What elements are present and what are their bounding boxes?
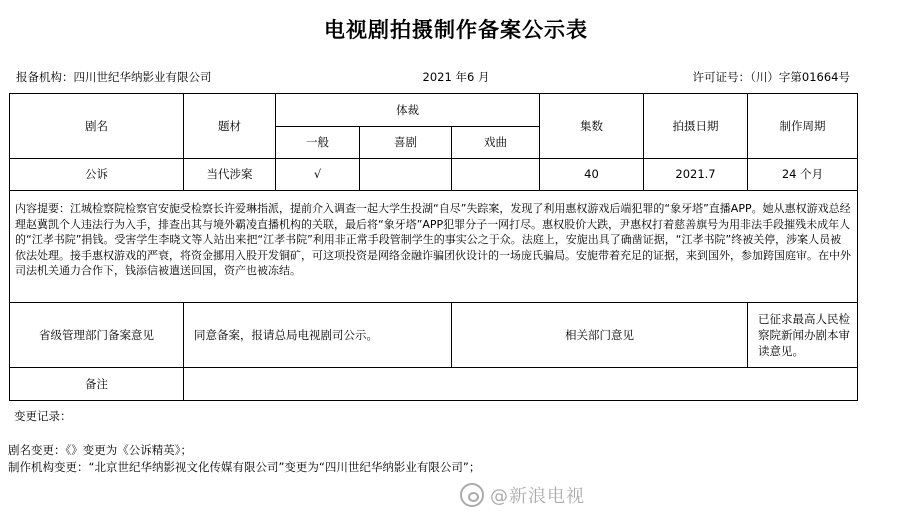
remark-label: 备注	[10, 368, 184, 401]
license-number: 许可证号：（川）字第01664号	[692, 70, 850, 84]
header-cycle: 制作周期	[748, 94, 858, 159]
header-genre-comedy: 喜剧	[360, 127, 452, 159]
cell-genre-comedy	[360, 159, 452, 191]
header-genre: 体裁	[276, 94, 540, 127]
remark-value	[184, 368, 858, 401]
cell-name: 公诉	[10, 159, 184, 191]
header-genre-general: 一般	[276, 127, 360, 159]
watermark-text: @新浪电视	[490, 486, 585, 507]
related-opinion-value: 已征求最高人民检察院新闻办剧本审读意见。	[748, 303, 858, 368]
name-change: 剧名变更：《》变更为《公诉精英》；	[8, 443, 192, 457]
cell-theme: 当代涉案	[184, 159, 276, 191]
weibo-icon	[460, 483, 484, 507]
provincial-opinion-value: 同意备案，报请总局电视剧司公示。	[184, 303, 452, 368]
table-row	[10, 159, 858, 191]
provincial-opinion-label: 省级管理部门备案意见	[10, 303, 184, 368]
header-name: 剧名	[10, 94, 184, 159]
header-theme: 题材	[184, 94, 276, 159]
related-opinion-label: 相关部门意见	[452, 303, 748, 368]
header-genre-opera: 戏曲	[452, 127, 540, 159]
cell-genre-opera	[452, 159, 540, 191]
reporting-org: 报备机构：四川世纪华纳影业有限公司	[16, 70, 212, 84]
cell-cycle: 24 个月	[748, 159, 858, 191]
header-episodes: 集数	[540, 94, 644, 159]
org-change: 制作机构变更：“北京世纪华纳影视文化传媒有限公司”变更为“四川世纪华纳影业有限公司”；	[8, 460, 481, 474]
report-date: 2021 年6 月	[422, 70, 490, 84]
filing-table	[9, 93, 858, 401]
watermark	[460, 482, 585, 508]
content-summary: 内容提要：江城检察院检察官安旎受检察长许爱琳指派，提前介入调查一起大学生投湖“自尽”失踪案，发现了利用惠权游戏后端犯罪的“象牙塔”直播APP。她从惠权游戏总经理赵冀凯个人违法行为入手，排查出其与境外霸凌直播机构的关联，最后将“象牙塔”APP犯罪分子一网打尽。惠权股价大跌，尹惠权打着慈善旗号为用非法手段摧残未成年人的“江孝书院”捐钱。受害学生李晓文等人站出来把“江孝书院”利用非正常手段管制学生的事实公之于众。法庭上，安旎出具了确凿证据，“江孝书院”终被关停，涉案人员被依法处理。接手惠权游戏的严衰，将资金挪用入股开发铜矿，可这项投资是网络金融诈骗团伙设计的一场庞氏骗局。安旎带着充足的证据，来到国外，参加跨国庭审。在中外司法机关通力合作下，钱添信被遣送回国，资产也被冻结。	[10, 191, 858, 303]
cell-shoot-date: 2021.7	[644, 159, 748, 191]
document-title: 电视剧拍摄制作备案公示表	[324, 18, 588, 42]
header-shoot-date: 拍摄日期	[644, 94, 748, 159]
change-log-label: 变更记录：	[14, 409, 72, 423]
cell-episodes: 40	[540, 159, 644, 191]
cell-genre-general: √	[276, 159, 360, 191]
